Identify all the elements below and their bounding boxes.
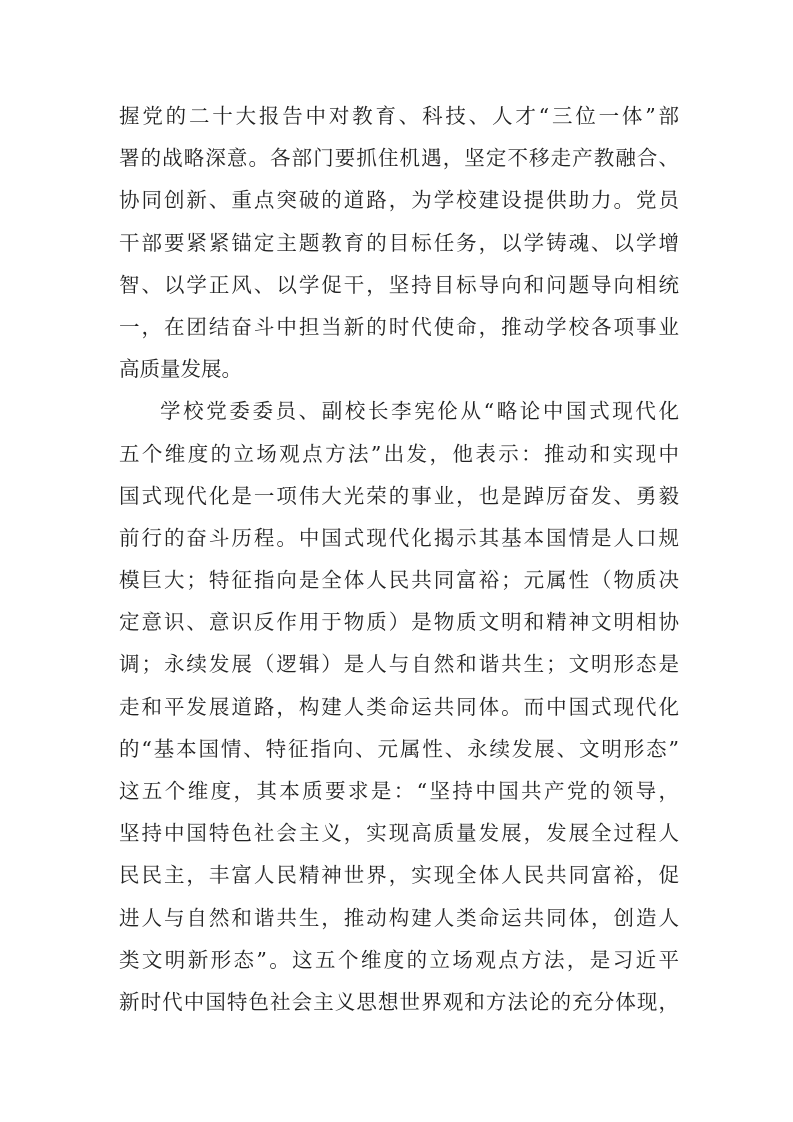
text-line: 学校党委委员、副校长李宪伦从“略论中国式现代化 xyxy=(160,399,679,424)
text-line: 高质量发展。 xyxy=(119,357,242,382)
text-line: 新时代中国特色社会主义思想世界观和方法论的充分体现， xyxy=(119,989,679,1014)
paragraph-1 xyxy=(119,95,679,390)
text-line: 类文明新形态”。这五个维度的立场观点方法，是习近平 xyxy=(119,947,679,972)
text-line: 民民主，丰富人民精神世界，实现全体人民共同富裕，促 xyxy=(119,863,679,888)
text-line: 定意识、意识反作用于物质）是物质文明和精神文明相协 xyxy=(119,610,679,635)
text-line: 进人与自然和谐共生，推动构建人类命运共同体，创造人 xyxy=(119,905,679,930)
text-line: 智、以学正风、以学促干，坚持目标导向和问题导向相统 xyxy=(119,272,679,297)
document-body xyxy=(119,95,679,1065)
text-line: 的“基本国情、特征指向、元属性、永续发展、文明形态” xyxy=(119,736,679,761)
text-line: 走和平发展道路，构建人类命运共同体。而中国式现代化 xyxy=(119,694,679,719)
text-line: 干部要紧紧锚定主题教育的目标任务，以学铸魂、以学增 xyxy=(119,230,679,255)
text-line: 一，在团结奋斗中担当新的时代使命，推动学校各项事业 xyxy=(119,314,679,339)
text-line: 这五个维度，其本质要求是：“坚持中国共产党的领导， xyxy=(119,779,679,803)
text-line xyxy=(119,1023,679,1065)
text-line: 五个维度的立场观点方法”出发，他表示：推动和实现中 xyxy=(119,441,679,466)
text-line: 国式现代化是一项伟大光荣的事业，也是踔厉奋发、勇毅 xyxy=(119,483,679,508)
text-line: 调；永续发展（逻辑）是人与自然和谐共生；文明形态是 xyxy=(119,652,679,677)
text-line: 模巨大；特征指向是全体人民共同富裕；元属性（物质决 xyxy=(119,568,679,593)
paragraph-2 xyxy=(119,390,679,1065)
text-line: 协同创新、重点突破的道路，为学校建设提供助力。党员 xyxy=(119,188,679,213)
text-line: 前行的奋斗历程。中国式现代化揭示其基本国情是人口规 xyxy=(119,525,679,550)
text-line: 握党的二十大报告中对教育、科技、人才“三位一体”部 xyxy=(119,104,679,128)
text-line: 署的战略深意。各部门要抓住机遇，坚定不移走产教融合、 xyxy=(119,146,679,171)
text-line: 坚持中国特色社会主义，实现高质量发展，发展全过程人 xyxy=(119,821,679,846)
